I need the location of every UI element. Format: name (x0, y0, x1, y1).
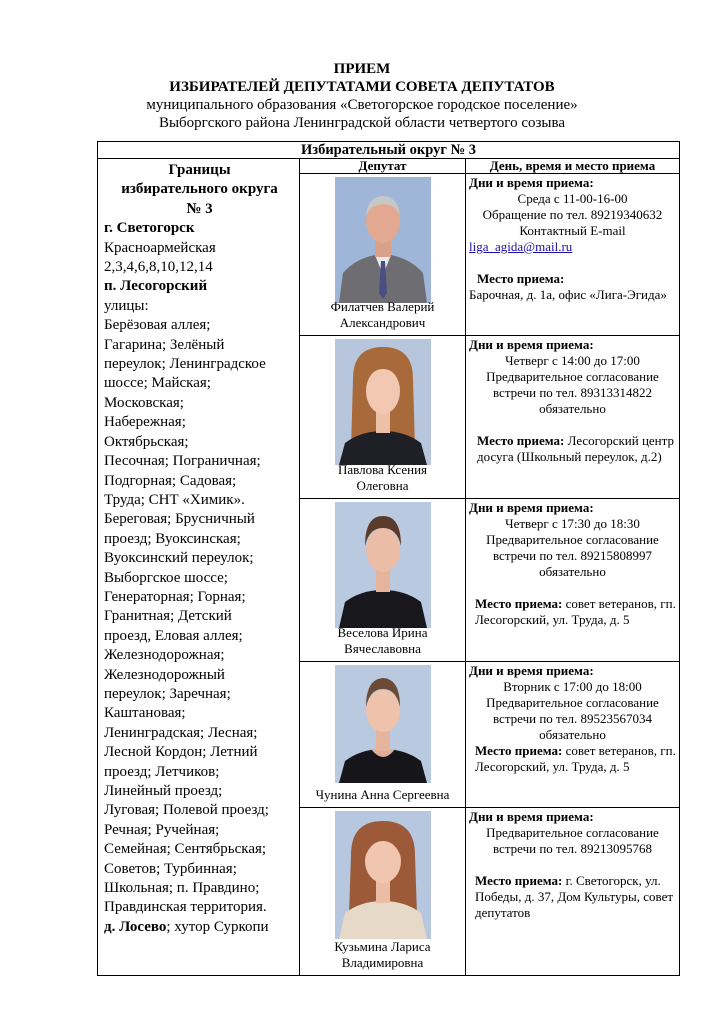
deputy-name-line-1: Веселова Ирина (337, 625, 428, 640)
place-text: Барочная, д. 1а, офис «Лига-Эгида» (469, 287, 667, 302)
street-line: Луговая; Полевой проезд; (104, 802, 269, 819)
days-label: Дни и время приема: (469, 337, 594, 352)
deputy-photo-cell (300, 336, 466, 499)
village-losevo: д. Лосево (104, 918, 167, 935)
deputy-photo (335, 339, 431, 465)
deputy-schedule (466, 499, 680, 662)
deputy-schedule (466, 808, 680, 976)
street-line: переулок; Ленинградское (104, 356, 266, 373)
deputy-name (300, 462, 465, 494)
street-line: Линейный проезд; (104, 783, 223, 799)
street-line: Генераторная; Горная; (104, 588, 246, 605)
streets-label: улицы: (104, 297, 149, 314)
deputy-name-line-1: Филатчев Валерий (330, 299, 435, 314)
title-line-1: ПРИЕМ (333, 61, 391, 77)
street-line: Железнодорожный (104, 666, 225, 683)
boundaries-title-3: № 3 (186, 200, 213, 217)
deputy-photo (335, 177, 431, 303)
document-header (0, 60, 724, 132)
town-svetogorsk: г. Светогорск (104, 220, 195, 237)
deputy-name-line-1: Павлова Ксения (337, 462, 428, 477)
street-list (104, 316, 295, 918)
subtitle-line-1: муниципального образования «Светогорское городское поселение» (146, 97, 578, 113)
village-rest: ; хутор Суркопи (166, 918, 269, 935)
phone-line: Предварительное согласование встречи по тел. 89213095768 (486, 825, 659, 856)
deputy-photo (335, 665, 431, 783)
street-line: Правдинская территория. (104, 899, 267, 916)
street-line: Советов; Турбинная; (104, 860, 237, 877)
place-label: Место приема: (475, 596, 563, 611)
svetogorsk-streets: Красноармейская (104, 239, 216, 256)
street-line: шоссе; Майская; (104, 375, 211, 392)
place-line (469, 433, 676, 465)
reception-time: Четверг с 17:30 до 18:30 (505, 516, 640, 531)
deputy-name (300, 299, 465, 331)
street-line: Лесной Кордон; Летний (104, 744, 258, 761)
street-line: Ленинградская; Лесная; (104, 724, 258, 741)
street-line: Гагарина; Зелёный (104, 336, 225, 353)
deputy-photo-cell (300, 662, 466, 808)
street-line: проезд; Вуоксинская; (104, 530, 241, 547)
place-text: Лесогорский центр досуга (Школьный переулок, д.2) (477, 433, 674, 464)
street-line: Подгорная; Садовая; (104, 472, 237, 489)
deputy-photo-cell (300, 174, 466, 336)
days-label: Дни и время приема: (469, 809, 594, 824)
deputy-schedule (466, 662, 680, 808)
street-line: Труда; СНТ «Химик». (104, 491, 245, 508)
deputy-photo-cell (300, 808, 466, 976)
phone-line: Предварительное согласование встречи по тел. 89215808997 обязательно (486, 532, 659, 579)
days-label: Дни и время приема: (469, 663, 594, 678)
phone-line: Обращение по тел. 89219340632 (482, 207, 663, 222)
deputy-name (300, 787, 465, 803)
phone-line: Предварительное согласование встречи по тел. 89523567034 обязательно (486, 695, 659, 742)
deputy-name (300, 625, 465, 657)
title-line-2: ИЗБИРАТЕЛЕЙ ДЕПУТАТАМИ СОВЕТА ДЕПУТАТОВ (169, 79, 555, 95)
street-line: Песочная; Пограничная; (104, 453, 261, 470)
svetogorsk-houses: 2,3,4,6,8,10,12,14 (104, 259, 213, 276)
boundaries-title (104, 161, 295, 219)
street-line: проезд; Летчиков; (104, 763, 220, 780)
boundaries-last-line (104, 918, 295, 937)
place-line (469, 596, 676, 628)
deputy-photo (335, 811, 431, 939)
place-label: Место приема: (477, 433, 565, 448)
street-line: Гранитная; Детский (104, 608, 232, 625)
place-label: Место приема: (477, 271, 565, 286)
email-link[interactable]: liga_agida@mail.ru (469, 239, 573, 254)
place-text: совет ветеранов, гп. Лесогорский, ул. Труда, д. 5 (475, 596, 676, 627)
days-label: Дни и время приема: (469, 500, 594, 515)
street-line: Берёзовая аллея; (104, 317, 211, 334)
deputy-name-line-1: Чунина Анна Сергеевна (315, 787, 450, 802)
col-header-deputy: Депутат (300, 159, 466, 174)
email-label: Контактный E-mail (519, 223, 626, 238)
subtitle-line-2: Выборгского района Ленинградской области четвертого созыва (158, 115, 566, 131)
days-label: Дни и время приема: (469, 175, 594, 190)
place-text: совет ветеранов, гп. Лесогорский, ул. Труда, д. 5 (475, 743, 676, 774)
deputy-name-line-2: Александрович (339, 315, 426, 330)
street-line: Каштановая; (104, 705, 186, 722)
deputy-name-line-1: Кузьмина Лариса (334, 939, 431, 954)
street-line: Московская; (104, 394, 184, 411)
district-boundaries (98, 159, 300, 976)
reception-time: Четверг с 14:00 до 17:00 (505, 353, 640, 368)
place-label: Место приема: (475, 743, 563, 758)
deputy-name-line-2: Олеговна (356, 478, 409, 493)
street-line: Школьная; п. Правдино; (104, 880, 260, 897)
place-text: г. Светогорск, ул. Победы, д. 37, Дом Культуры, совет депутатов (475, 873, 674, 920)
boundaries-title-1: Границы (168, 162, 231, 178)
deputy-photo-cell (300, 499, 466, 662)
deputy-name-line-2: Вячеславовна (344, 641, 421, 656)
street-line: проезд, Еловая аллея; (104, 627, 243, 644)
deputy-photo (335, 502, 431, 628)
street-line: Октябрьская; (104, 433, 189, 450)
street-line: Семейная; Сентябрьская; (104, 841, 267, 858)
deputy-schedule (466, 336, 680, 499)
street-line: Речная; Ручейная; (104, 821, 220, 838)
place-line (469, 873, 676, 921)
place-line (469, 743, 676, 775)
town-lesogorsky: п. Лесогорский (104, 278, 208, 295)
street-line: переулок; Заречная; (104, 685, 231, 702)
boundaries-title-2: избирательного округа (121, 181, 278, 198)
street-line: Набережная; (104, 414, 186, 431)
street-line: Выборгское шоссе; (104, 569, 228, 586)
deputy-name-line-2: Владимировна (341, 955, 424, 970)
reception-table (97, 141, 680, 976)
deputy-name (300, 939, 465, 971)
street-line: Железнодорожная; (104, 647, 225, 664)
deputy-schedule (466, 174, 680, 336)
col-header-schedule: День, время и место приема (466, 159, 680, 174)
district-header: Избирательный округ № 3 (98, 142, 680, 159)
reception-time: Вторник с 17:00 до 18:00 (503, 679, 642, 694)
place-label: Место приема: (475, 873, 563, 888)
reception-time: Среда с 11-00-16-00 (517, 191, 628, 206)
street-line: Береговая; Брусничный (104, 511, 255, 528)
street-line: Вуоксинский переулок; (104, 550, 254, 567)
phone-line: Предварительное согласование встречи по тел. 89313314822 обязательно (486, 369, 659, 416)
